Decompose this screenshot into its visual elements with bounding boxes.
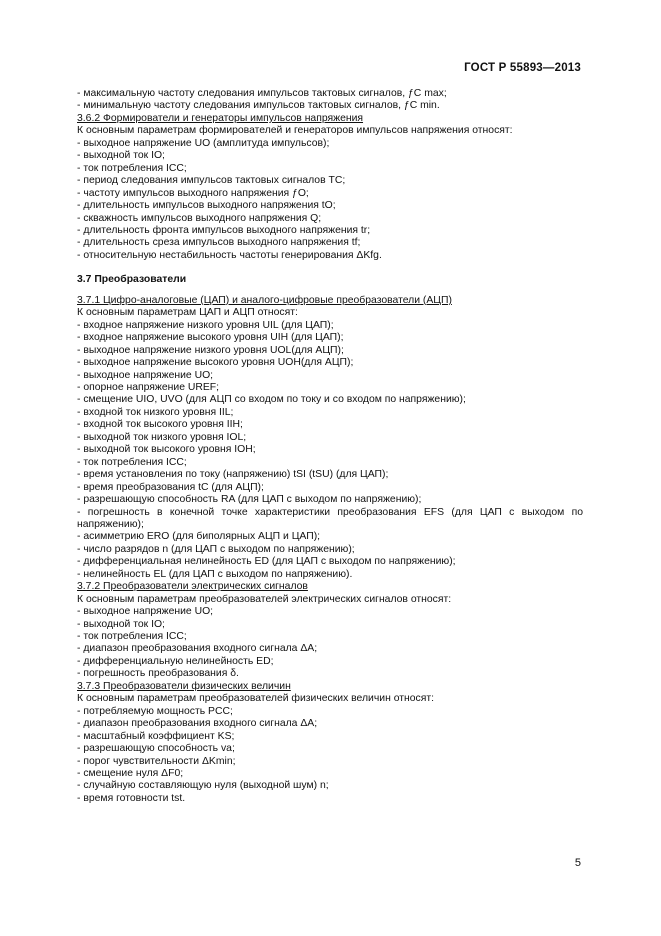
list-item: - выходной ток низкого уровня IOL; [77,431,247,443]
list-item: - ток потребления ICC; [77,456,187,468]
list-item: - входной ток низкого уровня IIL; [77,406,234,418]
list-item: - ток потребления ICC; [77,631,187,643]
section-intro: К основным параметрам преобразователей электрических сигналов относят: [77,593,452,605]
list-item: - минимальную частоту следования импульсов тактовых сигналов, ƒC min. [77,100,440,112]
list-item: - диапазон преобразования входного сигнала ΔA; [77,643,318,655]
list-item: - смещение UIO, UVO (для АЦП со входом по току и со входом по напряжению); [77,394,466,406]
list-item: - входной ток высокого уровня IIH; [77,419,243,431]
list-item: - выходное напряжение высокого уровня UOH(для АЦП); [77,357,354,369]
list-item: - время преобразования tC (для АЦП); [77,481,264,493]
section-title-3-7-2: 3.7.2 Преобразователи электрических сигналов [77,581,308,593]
list-item: - порог чувствительности ΔKmin; [77,755,236,767]
list-item: - скважность импульсов выходного напряжения Q; [77,212,322,224]
list-item: - длительность среза импульсов выходного напряжения tf; [77,237,361,249]
list-item: - потребляемую мощность PCC; [77,705,233,717]
list-item: - случайную составляющую нуля (выходной шум) n; [77,780,329,792]
list-item: - разрешающую способность va; [77,743,235,755]
list-item: - дифференциальная нелинейность ED (для ЦАП с выходом по напряжению); [77,556,456,568]
section-title-3-7: 3.7 Преобразователи [77,274,187,286]
list-item: - разрешающую способность RA (для ЦАП с выходом по напряжению); [77,494,422,506]
list-item: - масштабный коэффициент KS; [77,730,235,742]
list-3-7-3 [77,706,583,806]
document-body [77,88,583,805]
list-3-6-2 [77,138,583,263]
list-item: - опорное напряжение UREF; [77,381,220,393]
page-number: 5 [574,857,581,869]
list-item: - выходное напряжение UO; [77,369,214,381]
list-item: - выходное напряжение низкого уровня UOL(для АЦП); [77,344,344,356]
list-item: - смещение нуля ΔF0; [77,768,184,780]
list-3-7-2 [77,606,583,681]
list-item: - выходной ток IO; [77,618,165,630]
list-item: - погрешность преобразования δ. [77,668,239,680]
section-title-3-7-3: 3.7.3 Преобразователи физических величин [77,680,291,692]
list-item: - ток потребления ICC; [77,162,187,174]
list-item: - время установления по току (напряжению) tSI (tSU) (для ЦАП); [77,469,389,481]
list-item: - максимальную частоту следования импульсов тактовых сигналов, ƒC max; [77,88,447,99]
list-item: - время готовности tst. [77,792,186,804]
section-intro: К основным параметрам преобразователей физических величин относят: [77,693,434,705]
list-item: - выходное напряжение UO; [77,606,214,618]
list-item: - выходное напряжение UO (амплитуда импульсов); [77,137,330,149]
list-item-long: - погрешность в конечной точке характеристики преобразования EFS (для ЦАП с выходом по напряжению); [77,506,583,530]
list-item: - длительность фронта импульсов выходного напряжения tr; [77,224,371,236]
list-item: - выходной ток высокого уровня IOH; [77,444,256,456]
list-item: - выходной ток IO; [77,150,165,162]
list-item: - число разрядов n (для ЦАП с выходом по напряжению); [77,543,355,555]
list-item: - диапазон преобразования входного сигнала ΔA; [77,718,318,730]
list-3-7-1 [77,320,583,582]
list-item: - длительность импульсов выходного напряжения tO; [77,200,336,212]
section-title-3-7-1: 3.7.1 Цифро-аналоговые (ЦАП) и аналого-цифровые преобразователи (АЦП) [77,294,452,306]
list-item: - входное напряжение низкого уровня UIL (для ЦАП); [77,319,334,331]
section-intro: К основным параметрам ЦАП и АЦП относят: [77,307,298,319]
list-item: - дифференциальную нелинейность ED; [77,655,274,667]
list-item: - относительную нестабильность частоты генерирования ΔKfg. [77,249,382,261]
section-intro: К основным параметрам формирователей и генераторов импульсов напряжения относят: [77,125,513,137]
section-title-3-6-2: 3.6.2 Формирователи и генераторы импульсов напряжения [77,112,364,124]
list-item: - частоту импульсов выходного напряжения ƒO; [77,187,309,199]
document-code: ГОСТ Р 55893—2013 [464,62,581,74]
list-item: - входное напряжение высокого уровня UIH (для ЦАП); [77,332,344,344]
list-item: - период следования импульсов тактовых сигналов TC; [77,175,346,187]
list-item: - асимметрию ERO (для биполярных АЦП и ЦАП); [77,531,321,543]
list-item: - нелинейность EL (для ЦАП с выходом по напряжению). [77,568,353,580]
